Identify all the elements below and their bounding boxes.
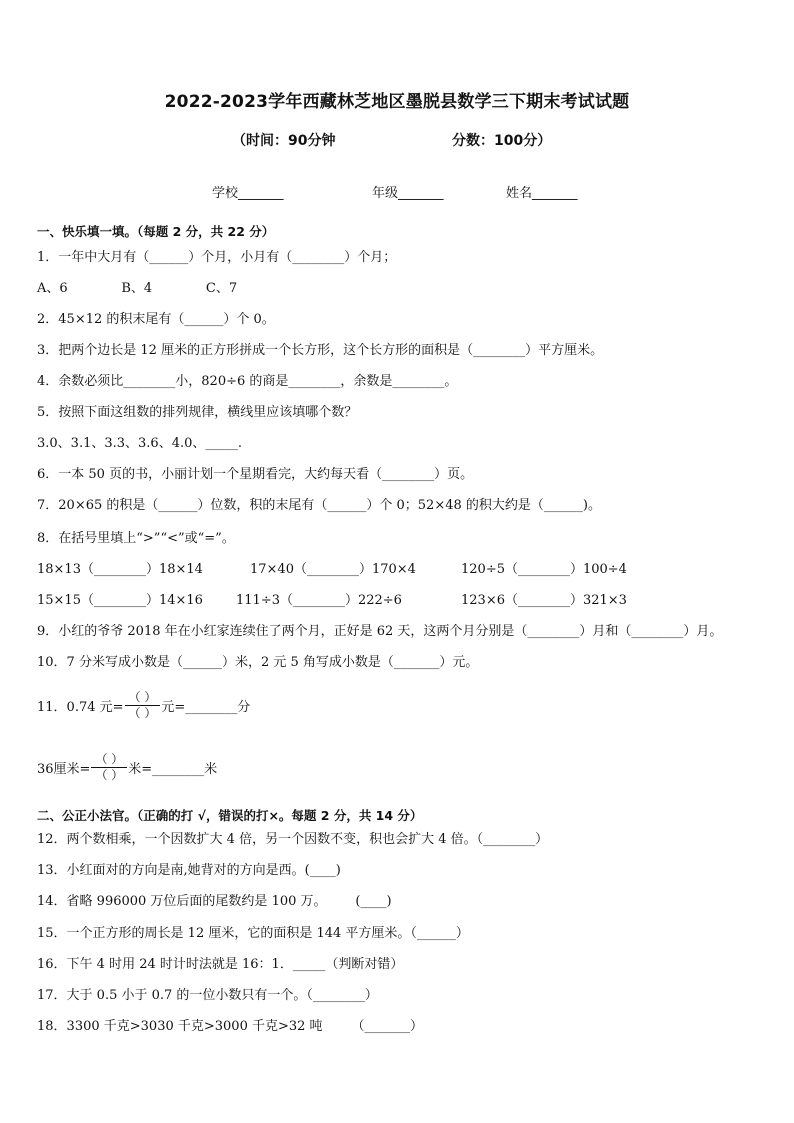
question-6: 6．一本 50 页的书，小丽计划一个星期看完，大约每天看（________）页。	[37, 467, 474, 482]
name-field: 姓名_______	[506, 186, 578, 201]
compare-item: 111÷3（________）222÷6	[236, 593, 402, 608]
compare-item: 17×40（________）170×4	[250, 562, 416, 577]
compare-item: 15×15（________）14×16	[37, 593, 203, 608]
school-field: 学校_______	[212, 186, 284, 201]
fraction-blank: $\frac{( )}{( )}$	[125, 690, 161, 721]
section-heading-2: 二、公正小法官。（正确的打 √，错误的打×。每题 2 分，共 14 分）	[37, 808, 423, 823]
question-7: 7．20×65 的积是（______）位数，积的末尾有（______）个 0；52×48 的积大约是（______)。	[37, 498, 601, 513]
question-1: 1．一年中大月有（______）个月，小月有（________）个月；	[37, 250, 397, 265]
question-14: 14．省略 996000 万位后面的尾数约是 100 万。 (____)	[37, 894, 392, 909]
question-5-sequence: 3.0、3.1、3.3、3.6、4.0、_____.	[37, 436, 243, 451]
question-11-part-b: 36厘米= $\frac{( )}{( )}$ 米=________米	[37, 752, 218, 782]
page-title: 2022-2023学年西藏林芝地区墨脱县数学三下期末考试试题	[164, 92, 630, 112]
question-16: 16．下午 4 时用 24 时计时法就是 16：1．_____（判断对错）	[37, 957, 404, 972]
exam-score: 分数：100分）	[452, 133, 552, 149]
question-15: 15．一个正方形的周长是 12 厘米，它的面积是 144 平方厘米。（______）	[37, 926, 469, 941]
question-17: 17．大于 0.5 小于 0.7 的一位小数只有一个。（________）	[37, 988, 378, 1003]
question-11-part-a: 11．0.74 元= $\frac{( )}{( )}$ 元=________分	[37, 690, 251, 720]
question-4: 4．余数必须比________小，820÷6 的商是________，余数是________。	[37, 374, 458, 389]
compare-item: 18×13（________）18×14	[37, 562, 203, 577]
question-3: 3．把两个边长是 12 厘米的正方形拼成一个长方形，这个长方形的面积是（________）平方厘米。	[37, 343, 604, 358]
question-5: 5．按照下面这组数的排列规律，横线里应该填哪个数？	[37, 405, 358, 420]
grade-field: 年级_______	[372, 186, 444, 201]
question-2: 2．45×12 的积末尾有（______）个 0。	[37, 312, 275, 327]
question-13: 13．小红面对的方向是南,她背对的方向是西。(____)	[37, 863, 341, 878]
section-heading-1: 一、快乐填一填。（每题 2 分，共 22 分）	[37, 224, 275, 239]
compare-item: 123×6（________）321×3	[461, 593, 627, 608]
fraction-blank: $\frac{( )}{( )}$	[91, 752, 127, 783]
question-8: 8．在括号里填上“>”“<”或“=”。	[37, 531, 235, 546]
question-9: 9．小红的爷爷 2018 年在小红家连续住了两个月，正好是 62 天，这两个月分别是（________）月和（________）月。	[37, 624, 723, 639]
exam-meta	[0, 130, 794, 150]
exam-time: （时间：90分钟	[232, 133, 336, 149]
question-12: 12．两个数相乘，一个因数扩大 4 倍，另一个因数不变，积也会扩大 4 倍。（________）	[37, 832, 549, 847]
question-18: 18．3300 千克>3030 千克>3000 千克>32 吨 （_______）	[37, 1019, 423, 1034]
question-1-options: A、6 B、4 C、7	[37, 281, 238, 296]
compare-item: 120÷5（________）100÷4	[461, 562, 627, 577]
question-10: 10．7 分米写成小数是（______）米，2 元 5 角写成小数是（_______）元。	[37, 655, 479, 670]
